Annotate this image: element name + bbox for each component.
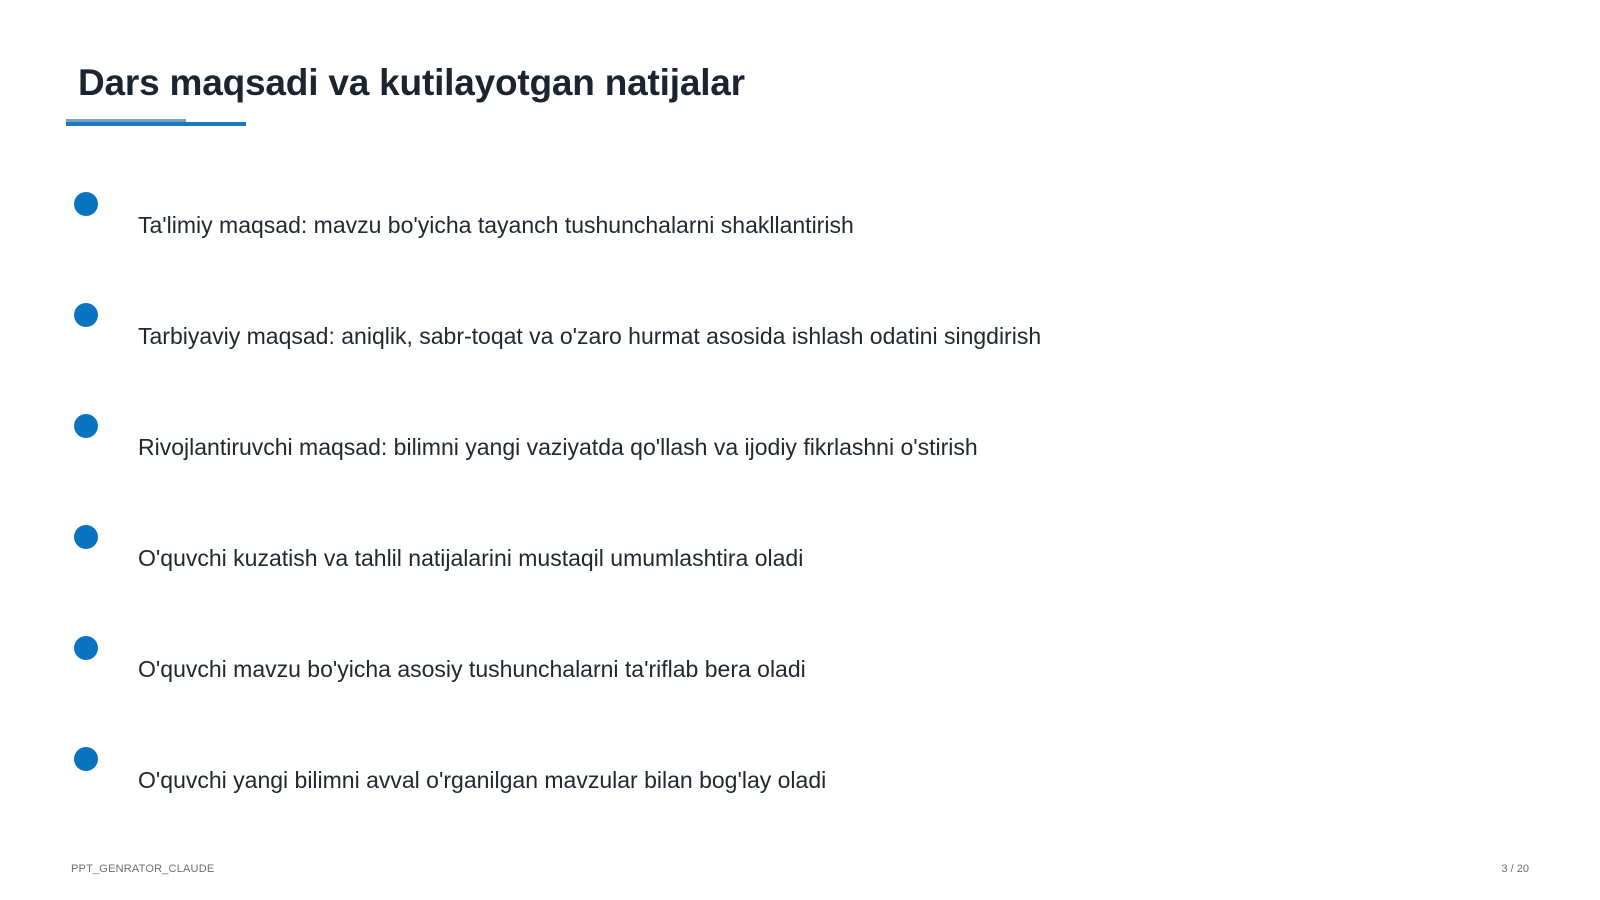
list-item <box>74 192 1474 252</box>
list-item-text: O'quvchi mavzu bo'yicha asosiy tushunchalarni ta'riflab bera oladi <box>138 656 806 682</box>
bullet-dot-icon <box>74 636 98 660</box>
list-item-text: Tarbiyaviy maqsad: aniqlik, sabr-toqat va o'zaro hurmat asosida ishlash odatini singdirish <box>138 323 1042 349</box>
bullet-dot-icon <box>74 747 98 771</box>
bullet-dot-icon <box>74 414 98 438</box>
list-item <box>74 414 1474 474</box>
bullet-dot-icon <box>74 525 98 549</box>
list-item-text: Rivojlantiruvchi maqsad: bilimni yangi vaziyatda qo'llash va ijodiy fikrlashni o'stirish <box>138 434 978 460</box>
list-item-text: Ta'limiy maqsad: mavzu bo'yicha tayanch tushunchalarni shakllantirish <box>138 212 854 238</box>
footer-source: PPT_GENRATOR_CLAUDE <box>71 863 215 875</box>
bullet-dot-icon <box>74 303 98 327</box>
list-item-text: O'quvchi kuzatish va tahlil natijalarini mustaqil umumlashtira oladi <box>138 545 804 571</box>
slide-title: Dars maqsadi va kutilayotgan natijalar <box>78 62 745 103</box>
bullet-dot-icon <box>74 192 98 216</box>
list-item <box>74 525 1474 585</box>
page-number: 3 / 20 <box>1501 863 1529 875</box>
list-item <box>74 747 1474 807</box>
list-item <box>74 303 1474 363</box>
list-item-text: O'quvchi yangi bilimni avval o'rganilgan mavzular bilan bog'lay oladi <box>138 767 827 793</box>
list-item <box>74 636 1474 696</box>
